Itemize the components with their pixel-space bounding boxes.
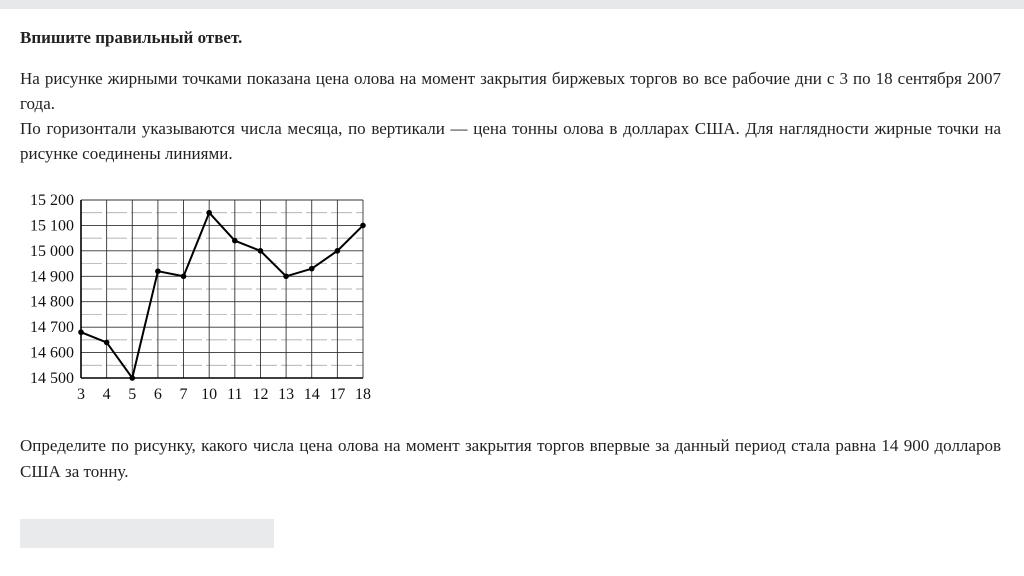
data-point — [181, 273, 187, 279]
data-point — [78, 329, 84, 335]
y-tick-label: 14 700 — [30, 319, 74, 337]
price-line — [81, 213, 363, 378]
x-tick-label: 5 — [128, 386, 137, 403]
data-point — [258, 248, 264, 254]
data-point — [335, 248, 341, 254]
data-point — [309, 266, 315, 272]
x-tick-label: 11 — [227, 386, 243, 403]
data-point — [104, 340, 110, 346]
task-instruction: Впишите правильный ответ. — [20, 28, 243, 47]
data-point — [206, 210, 212, 216]
x-tick-label: 7 — [179, 386, 188, 403]
data-point — [360, 223, 366, 229]
y-tick-label: 14 800 — [30, 293, 74, 311]
task-question: Определите по рисунку, какого числа цена олова на момент закрытия торгов впервые за данный период стала равна 14 900 долларов США за тонну. — [20, 436, 1001, 481]
x-tick-label: 17 — [329, 386, 346, 403]
x-tick-label: 3 — [77, 386, 85, 403]
tin-price-chart — [18, 190, 378, 406]
y-tick-label: 14 500 — [30, 370, 74, 387]
task-content — [20, 26, 1001, 166]
x-tick-label: 4 — [102, 386, 111, 403]
x-tick-label: 12 — [252, 386, 269, 403]
chart-svg — [18, 190, 378, 406]
data-point — [232, 238, 238, 244]
task-paragraph-1: На рисунке жирными точками показана цена олова на момент закрытия биржевых торгов во все рабочие дни с 3 по 18 сентября 2007 года. — [20, 69, 1001, 113]
data-point — [283, 273, 289, 279]
x-tick-label: 18 — [355, 386, 371, 403]
x-tick-label: 6 — [153, 386, 162, 403]
data-point — [129, 375, 135, 381]
data-point — [155, 268, 161, 274]
y-tick-label: 15 200 — [30, 192, 74, 209]
x-tick-label: 10 — [201, 386, 218, 403]
x-tick-label: 14 — [303, 386, 320, 403]
answer-input[interactable] — [20, 519, 274, 548]
y-tick-label: 15 100 — [30, 217, 74, 235]
y-tick-label: 15 000 — [30, 242, 74, 260]
y-tick-label: 14 900 — [30, 268, 74, 286]
x-tick-label: 13 — [278, 386, 295, 403]
top-strip — [0, 0, 1024, 9]
y-tick-label: 14 600 — [30, 344, 74, 362]
task-paragraph-2: По горизонтали указываются числа месяца, по вертикали — цена тонны олова в долларах США. Для наглядности жирные точки на рисунке соединены линиями. — [20, 119, 1001, 163]
